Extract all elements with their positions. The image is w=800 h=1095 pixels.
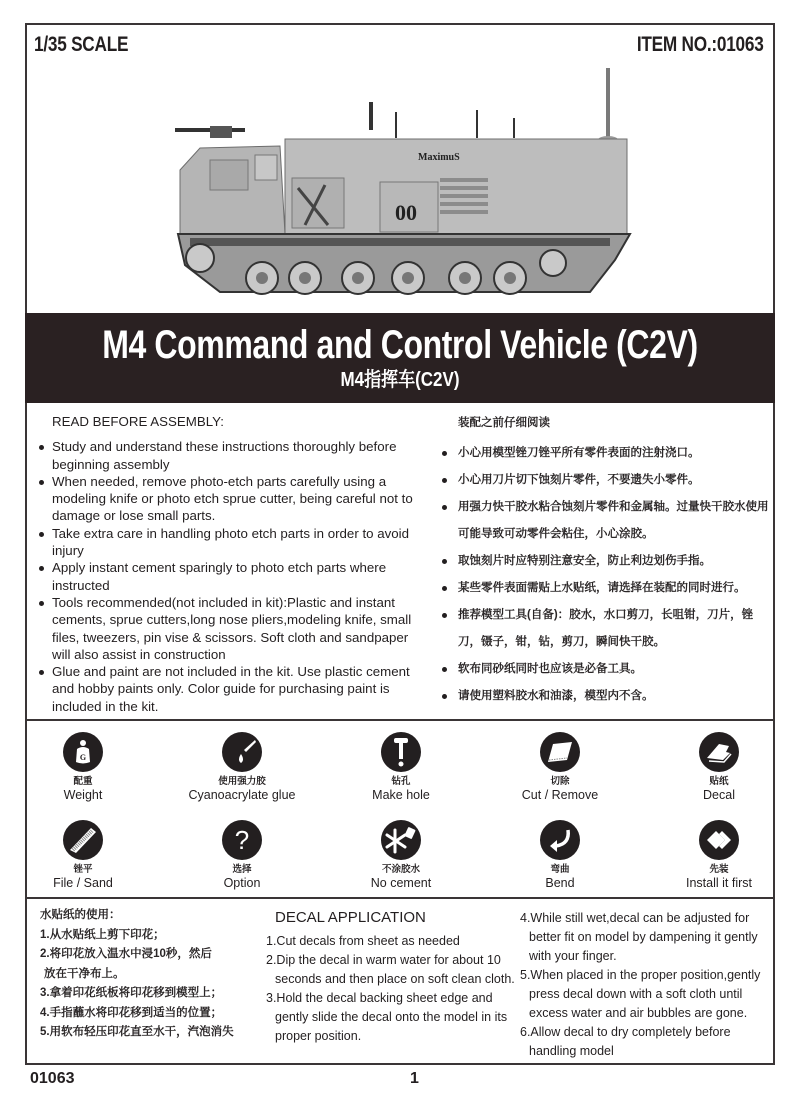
cut-icon (540, 732, 580, 772)
title-band (25, 313, 775, 403)
file-icon (63, 820, 103, 860)
decal-heading-cn: 水贴纸的使用： (40, 909, 121, 921)
bend-icon (540, 820, 580, 860)
vehicle-illustration (170, 60, 640, 310)
read-before-item-cn: 软布同砂纸同时也应该是必备工具。 (436, 656, 771, 683)
read-before-item-cn: 小心用刀片切下蚀刻片零件，不要遗失小零件。 (436, 467, 771, 494)
no-cement-icon (381, 820, 421, 860)
symbol-weight: G 配重 Weight (13, 732, 153, 803)
install-first-icon (699, 820, 739, 860)
weight-icon (63, 732, 103, 772)
glue-drop-icon (222, 732, 262, 772)
page-title: M4 Command and Control Vehicle (C2V) (102, 323, 698, 367)
read-before-item-cn: 小心用模型锉刀锉平所有零件表面的注射浇口。 (436, 440, 771, 467)
svg-text:MaximuS: MaximuS (418, 152, 460, 163)
read-before-item-cn: 请使用塑料胶水和油漆，模型内不含。 (436, 683, 771, 710)
section-divider (25, 719, 775, 721)
read-before-section (36, 413, 426, 715)
symbol-file-sand: 锉平 File / Sand (13, 820, 153, 891)
read-before-item: Study and understand these instructions thoroughly before beginning assembly (36, 438, 426, 473)
read-before-section-cn (436, 413, 771, 710)
read-before-item-cn: 推荐模型工具(自备)：胶水，水口剪刀，长咀钳，刀片，锉刀，镊子，钳，钻，剪刀，瞬间快干胶。 (436, 602, 771, 656)
symbol-cyanoacrylate: 使用强力胶 Cyanoacrylate glue (172, 732, 312, 803)
read-before-item-cn: 某些零件表面需贴上水贴纸，请选择在装配的同时进行。 (436, 575, 771, 602)
symbol-cut-remove: 切除 Cut / Remove (490, 732, 630, 803)
symbol-make-hole: 钻孔 Make hole (331, 732, 471, 803)
read-before-heading: READ BEFORE ASSEMBLY: (52, 414, 224, 429)
page-number: 1 (410, 1070, 419, 1087)
symbol-option: ? 选择 Option (172, 820, 312, 891)
drill-icon (381, 732, 421, 772)
symbol-decal: 贴纸 Decal (649, 732, 789, 803)
svg-text:?: ? (234, 825, 250, 855)
symbol-legend (25, 722, 775, 898)
symbol-bend: 弯曲 Bend (490, 820, 630, 891)
read-before-item: When needed, remove photo-etch parts carefully using a modeling knife or photo etch sprue cutter, being careful not to damage or lose small parts. (36, 473, 426, 525)
footer-item-number: 01063 (30, 1070, 75, 1087)
svg-text:G: G (79, 753, 87, 762)
scale-label: 1/35 SCALE (34, 33, 129, 56)
page-subtitle-cn: M4指挥车(C2V) (340, 369, 460, 391)
symbol-install-first: 先装 Install it first (649, 820, 789, 891)
read-before-item-cn: 取蚀刻片时应特别注意安全，防止利边划伤手指。 (436, 548, 771, 575)
read-before-item: Tools recommended(not included in kit):Plastic and instant cements, sprue cutters,long nose pliers,modeling knife, small files, tweezers, pin vise & scissors. Soft cloth and sandpaper will also assist in construction (36, 594, 426, 663)
read-before-item: Apply instant cement sparingly to photo etch parts where instructed (36, 559, 426, 594)
decal-instructions-en: DECAL APPLICATION 1.Cut decals from sheet as needed 2.Dip the decal in warm water for about 10 seconds and then place on soft clean cloth. 3.Hold the decal backing sheet edge and gently slide the decal onto the model in its proper position. (266, 909, 526, 1046)
read-before-item-cn: 用强力快干胶水粘合蚀刻片零件和金属轴。过量快干胶水使用可能导致可动零件会粘住，小心涂胶。 (436, 494, 771, 548)
read-before-heading-cn: 装配之前仔细阅读 (458, 417, 550, 429)
read-before-item: Take extra care in handling photo etch parts in order to avoid injury (36, 525, 426, 560)
section-divider (25, 897, 775, 899)
svg-text:00: 00 (395, 200, 417, 225)
read-before-item: Glue and paint are not included in the kit. Use plastic cement and hobby paints only. Color guide for purchasing paint is included in the kit. (36, 663, 426, 715)
symbol-no-cement: 不涂胶水 No cement (331, 820, 471, 891)
decal-heading: DECAL APPLICATION (275, 909, 426, 926)
item-number: ITEM NO.:01063 (637, 33, 764, 56)
question-icon (222, 820, 262, 860)
decal-icon (699, 732, 739, 772)
decal-instructions-cn: 水贴纸的使用： 1.从水贴纸上剪下印花； 2.将印花放入温水中浸10秒，然后 放在干净布上。 3.拿着印花纸板将印花移到模型上； 4.手指蘸水将印花移到适当的位置； 5.用软布轻压印花直至水干，汽泡消失 (40, 906, 270, 1043)
decal-instructions-en-continued: 4.While still wet,decal can be adjusted for better fit on model by dampening it gently with your finger. 5.When placed in the proper position,gently press decal down with a soft cloth until excess water and air bubbles are gone. 6.Allow decal to dry completely before handling model (520, 911, 761, 1058)
